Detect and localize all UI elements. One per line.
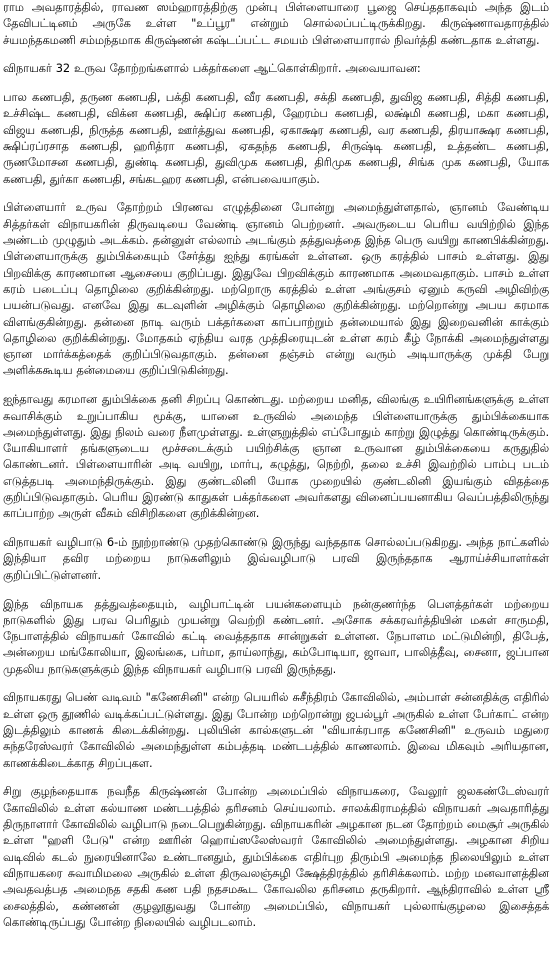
paragraph-special-forms: சிறு குழந்தையாக நவநீத கிருஷ்ணன் போன்ற அமைப்பில் விநாயகரை, வேலூர் ஜலகண்டேஸ்வரர் கோவிலில் உள்ள கல்யாண மண்டபத்தில் தரிசனம் செய்யலாம். சாலக்கிராமத்தில் விநாயகர் அவதாரித்து திருநாளார் கோவிலில் வழிபாடு நடைபெறுகின்றது. விநாயகரின் அழகான நடன தோற்றம் மைசூர் அருகில் உள்ள "ஹளி பேடு" என்ற ஊரின் ஹொய்ஸலேஸ்வரர் கோவிலில் அமைந்துள்ளது. அழகான சிறிய வடிவில் கடல் நுரையினாலே உண்டானதும், தும்பிக்கை எதிர்புற திரும்பி அமைந்த நிலையிலும் உள்ள விநாயகரை சுவாமிமலை அருகில் உள்ள திருவலஞ்சுழி க்ஷேத்திரத்தில் தரிசிக்கலாம். மற்ற மனவாளத்தின அவதவத்பத அமைநத சதகி கண பதி நதசமகூட கோவலில தரிசனம தருகிறார். ஆந்திராவில் உள்ள ஸ்ரீ சைலத்தில், கண்ணன் குழலூதுவது போன்ற அமைப்பில், விநாயகர் புல்லாங்குழலை இசைத்தக் கொண்டிருப்பது போன்ற நிலையில் வழிபடலாம். — [3, 784, 549, 929]
paragraph-buddhist-spread: இந்த விநாயக தத்துவத்தையும், வழிபாட்டின் பயன்களையும் நன்குணர்ந்த பௌத்தர்கள் மற்றைய நாடுகளில் இது பரவ பெரிதும் முயன்று வெற்றி கண்டனர். அசோக சக்கரவர்த்தியின் மகள் சாருமதி, நேபாளத்தில் விநாயகர் கோவில் கட்டி வைத்ததாக சான்றுகள் உள்ளன. நேபாளம மட்டுமின்றி, திபேத், அன்றைய மங்கோலியா, இலங்கை, பர்மா, தாய்லாந்து, கம்போடியா, ஜாவா, பாலித்தீவு, சைனா, ஜப்பான முதலிய நாடுகளுக்கும் இந்த விநாயகர் வழிபாடு பரவி இருந்தது. — [3, 596, 549, 676]
paragraph-female-form: விநாயகரது பெண் வடிவம் "கணேசினி" என்ற பெயரில் சுசீந்திரம் கோவிலில், அம்பாள் சன்னதிக்கு எதிரில் உள்ள ஒரு தூணில் வடிக்கப்பட்டுள்ளது. இது போன்ற மற்றொன்று ஜபல்பூர் அருகில் உள்ள பேர்காட் என்ற இடத்திலும் காணக் கிடைக்கின்றது. புலியின் கால்களுடன் "வியாக்ரபாத கணேசினி" உருவம் மதுரை சுந்தரேஸ்வரர் கோவிலில் அமைந்துள்ள கம்பத்தடி மண்டபத்தில் காணலாம். இவை மிகவும் அரியதான, காணக்கிடைக்காத சிறப்புகள. — [3, 690, 549, 770]
paragraph-worship-history: விநாயகர் வழிபாடு 6-ம் நூற்றாண்டு முதற்கொண்டு இருந்து வந்ததாக சொல்லப்படுகிறது. அந்த நாட்களில் இந்தியா தவிர மற்றைய நாடுகளிலும் இவ்வழிபாடு பரவி இருந்ததாக ஆராய்ச்சியாளர்கள் குறிப்பிட்டுள்ளனர். — [3, 535, 549, 582]
paragraph-trunk-symbolism: ஐந்தாவது கரமான தும்பிக்கை தனி சிறப்பு கொண்டது. மற்றைய மனித, விலங்கு உயிரினங்களுக்கு உள்ள சுவாசிக்கும் உறுப்பாகிய மூக்கு, யானை உருவில் அமைந்த பிள்ளையாருக்கு தும்பிக்கையாக அமைந்துள்ளது. இது நிலம் வரை நீளமுள்ளது. உள்ளுறுத்தில் எப்போதும் காற்று இழுத்து கொண்டிருக்கும். யோகியாளர் தங்களுடைய மூச்சடைக்கும் பயிற்சிக்கு ஞான உருவான தும்பிக்கையை கருதுதில் கொண்டனர். பிள்ளையாரின் அடி வயிறு, மார்பு, கழுத்து, நெற்றி, தலை உச்சி இவற்றில் பாம்பு படம் எடுத்தபடி அமைந்திருக்கும். இது குண்டலினி யோக முறையில் குண்டலினி இயங்கும் விதத்தை குறிப்பிடுவதாகும். பெரிய இரண்டு காதுகள் பக்தர்களை அவர்களது வினைப்பயனாகிய வெப்பத்திலிருந்து காப்பாற்ற அருள் வீசும் விசிறிகளை குறிக்கின்றன. — [3, 392, 549, 521]
paragraph-form-symbolism: பிள்ளையார் உருவ தோற்றம் பிரணவ எழுத்தினை போன்று அமைந்துள்ளதால், ஞானம் வேண்டிய சித்தர்கள் விநாயகரின் திருவடியை வேண்டி ஞானம் பெற்றனர். அவருடைய பெரிய வயிற்றில் இந்த அண்டம் முழுதும் அடக்கம். தன்னுள் எல்லாம் அடங்கும் தத்துவத்தை இந்த பெரு வயிறு காணபிக்கின்றது. பிள்ளையாருக்கு தும்பிக்கையும் சேர்த்து ஐந்து கரங்கள் உள்ளன. ஒரு கரத்தில் பாசம் உள்ளது. இது பிறவிக்கு காரணமான ஆசையை குறிப்பது. இதுவே பிறவிக்கும் காரணமாக அமைவதாகும். பாசம் உள்ள கரம் படைப்பு தொழிலை குறிக்கின்றது. மற்றொரு கரத்தில் உள்ள அங்குசம் ஏனும் கருவி அழிவிற்கு பயன்படுவது. எனவே இது கடவுளின் அழிக்கும் தொழிலை குறிக்கின்றது. மற்றொன்று அபய கரமாக விளங்குகின்றது. தன்னை நாடி வரும் பக்தர்களை காப்பாற்றும் தன்மையால் இது இறைவனின் காக்கும் தொழிலை குறிக்கின்றது. மோதகம் ஏந்திய வரத முத்திரையுடன் உள்ள கரம் கீழ் நோக்கி அமைந்துள்ளது ஞான மார்க்கத்தைக் குறிப்பிடுவதாகும். தன்னை தஞ்சம் என்று வரும் அடியாருக்கு முக்தி பேறு அளிக்ககூடிய தன்மையை குறிப்பிடுகின்றது. — [3, 200, 549, 378]
paragraph-32-forms-intro: விநாயகர் 32 உருவ தோற்றங்களால் பக்தர்களை ஆட்கொள்கிறார். அவையாவன: — [3, 61, 421, 76]
paragraph-32-forms-list: பால கணபதி, தருண கணபதி, பக்தி கணபதி, வீர கணபதி, சக்தி கணபதி, துவிஜ கணபதி, சித்தி கணபதி, உச்சிஷ்ட கணபதி, விக்ன கணபதி, க்ஷிப்ர கணபதி, ஹேரம்ப கணபதி, லக்ஷ்மி கணபதி, மகா கணபதி, விஜய கணபதி, நிருத்த கணபதி, ஊர்த்துவ கணபதி, ஏகாக்ஷர கணபதி, வர கணபதி, திரயாக்ஷர கணபதி, க்ஷிப்ரப்ரசாத கணபதி, ஹரித்ரா கணபதி, ஏகதந்த கணபதி, சிருஷ்டி கணபதி, உத்தண்ட கணபதி, ருணமோசன கணபதி, துண்டி கணபதி, துவிமுக கணபதி, திரிமுக கணபதி, சிங்க முக கணபதி, யோக கணபதி, துர்கா கணபதி, சங்கடஹர கணபதி, என்பவையாகும். — [3, 90, 549, 186]
paragraph-ramayana-mahabharata: ராம அவதாரத்தில், ராவண ஸம்ஹாரத்திற்கு முன்பு பிள்ளையாரை பூஜை செய்ததாகவும் அந்த இடம் தேவிபட்டினம் அருகே உள்ள "உப்பூர" என்றும் சொல்லப்பட்டிருக்கிறது. கிருஷ்ணாவதாரத்தில் ச்யமந்தகமணி சம்மந்தமாக கிருஷ்ணன் கஷ்டப்பட்ட சமயம் பிள்ளையாரால் நிவர்த்தி கண்டதாக உள்ளது. — [3, 0, 549, 47]
